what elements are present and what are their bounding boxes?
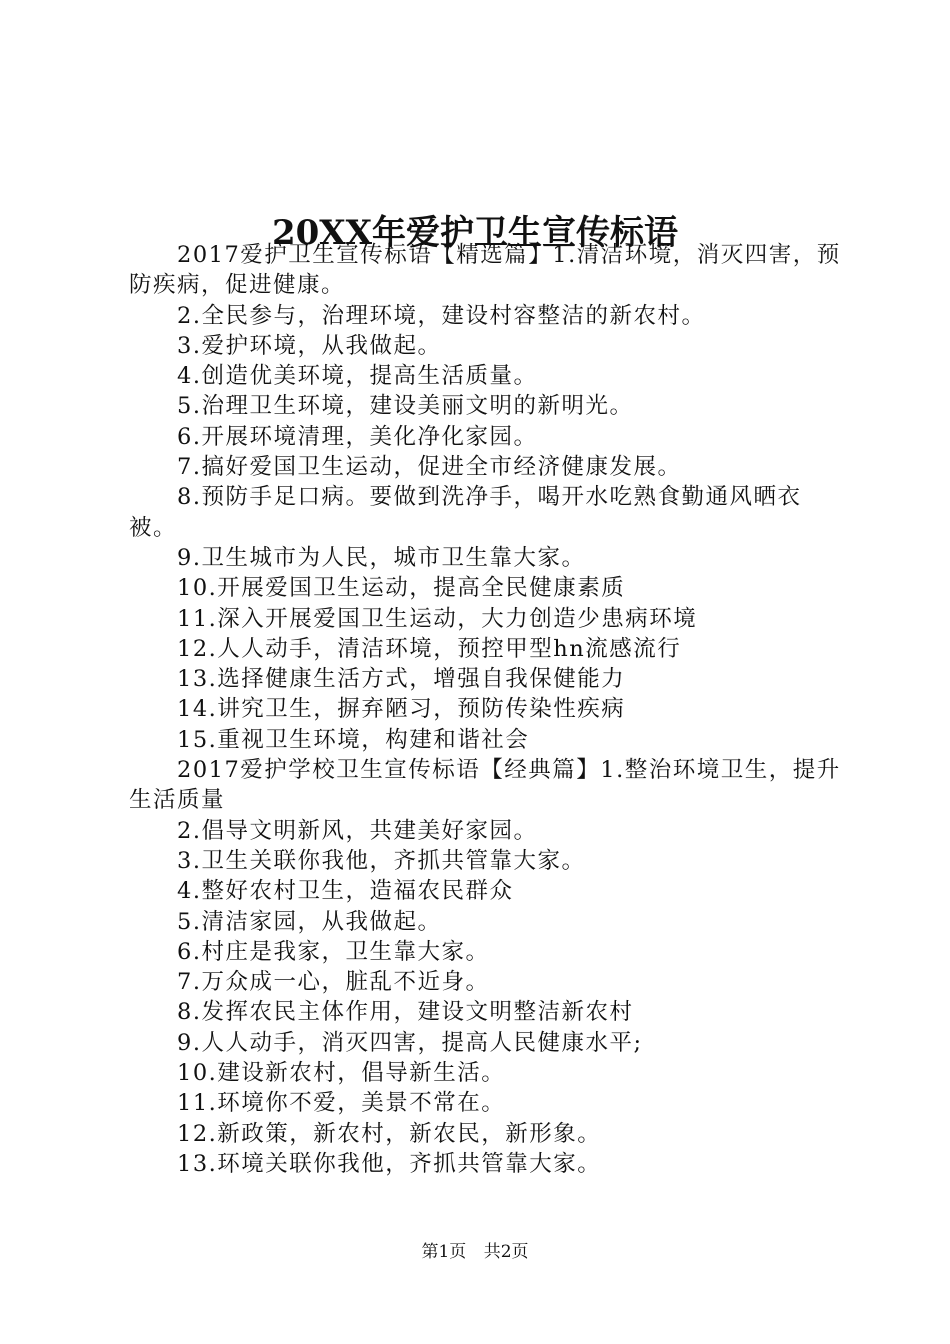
paragraph: 4.创造优美环境，提高生活质量。 bbox=[177, 363, 538, 390]
paragraph: 11.深入开展爱国卫生运动，大力创造少患病环境 bbox=[177, 605, 698, 632]
paragraph: 5.治理卫生环境，建设美丽文明的新明光。 bbox=[177, 393, 634, 420]
paragraph: 6.村庄是我家，卫生靠大家。 bbox=[177, 938, 490, 965]
document-body bbox=[129, 240, 849, 1179]
page-footer bbox=[0, 1240, 950, 1264]
paragraph: 4.整好农村卫生，造福农民群众 bbox=[177, 878, 514, 905]
paragraph: 10.开展爱国卫生运动，提高全民健康素质 bbox=[177, 575, 626, 602]
paragraph: 8.发挥农民主体作用，建设文明整洁新农村 bbox=[177, 999, 634, 1026]
paragraph: 9.卫生城市为人民，城市卫生靠大家。 bbox=[177, 544, 586, 571]
paragraph: 2017爱护卫生宣传标语【精选篇】1.清洁环境，消灭四害，预防疾病，促进健康。 bbox=[129, 242, 841, 299]
paragraph: 2.全民参与，治理环境，建设村容整洁的新农村。 bbox=[177, 302, 706, 329]
paragraph: 2017爱护学校卫生宣传标语【经典篇】1.整治环境卫生，提升生活质量 bbox=[129, 757, 841, 814]
paragraph: 3.卫生关联你我他，齐抓共管靠大家。 bbox=[177, 847, 586, 874]
paragraph: 14.讲究卫生，摒弃陋习，预防传染性疾病 bbox=[177, 696, 626, 723]
paragraph: 9.人人动手，消灭四害，提高人民健康水平; bbox=[177, 1029, 643, 1056]
paragraph: 15.重视卫生环境，构建和谐社会 bbox=[177, 726, 530, 753]
paragraph: 10.建设新农村，倡导新生活。 bbox=[177, 1060, 506, 1087]
paragraph: 7.搞好爱国卫生运动，促进全市经济健康发展。 bbox=[177, 454, 682, 481]
paragraph: 12.人人动手，清洁环境，预控甲型hn流感流行 bbox=[177, 635, 682, 662]
paragraph: 13.选择健康生活方式，增强自我保健能力 bbox=[177, 666, 626, 693]
paragraph: 13.环境关联你我他，齐抓共管靠大家。 bbox=[177, 1150, 602, 1177]
document-title: 20XX年爱护卫生宣传标语 bbox=[271, 212, 679, 253]
page-number-current: 第1页 bbox=[421, 1242, 467, 1262]
paragraph: 6.开展环境清理，美化净化家园。 bbox=[177, 423, 538, 450]
paragraph: 2.倡导文明新风，共建美好家园。 bbox=[177, 817, 538, 844]
paragraph: 8.预防手足口病。要做到洗净手，喝开水吃熟食勤通风晒衣被。 bbox=[129, 484, 802, 541]
page-number-total: 共2页 bbox=[483, 1242, 529, 1262]
paragraph: 5.清洁家园，从我做起。 bbox=[177, 908, 442, 935]
paragraph: 7.万众成一心，脏乱不近身。 bbox=[177, 969, 490, 996]
paragraph: 3.爱护环境，从我做起。 bbox=[177, 332, 442, 359]
paragraph: 11.环境你不爱，美景不常在。 bbox=[177, 1090, 506, 1117]
paragraph: 12.新政策，新农村，新农民，新形象。 bbox=[177, 1120, 602, 1147]
